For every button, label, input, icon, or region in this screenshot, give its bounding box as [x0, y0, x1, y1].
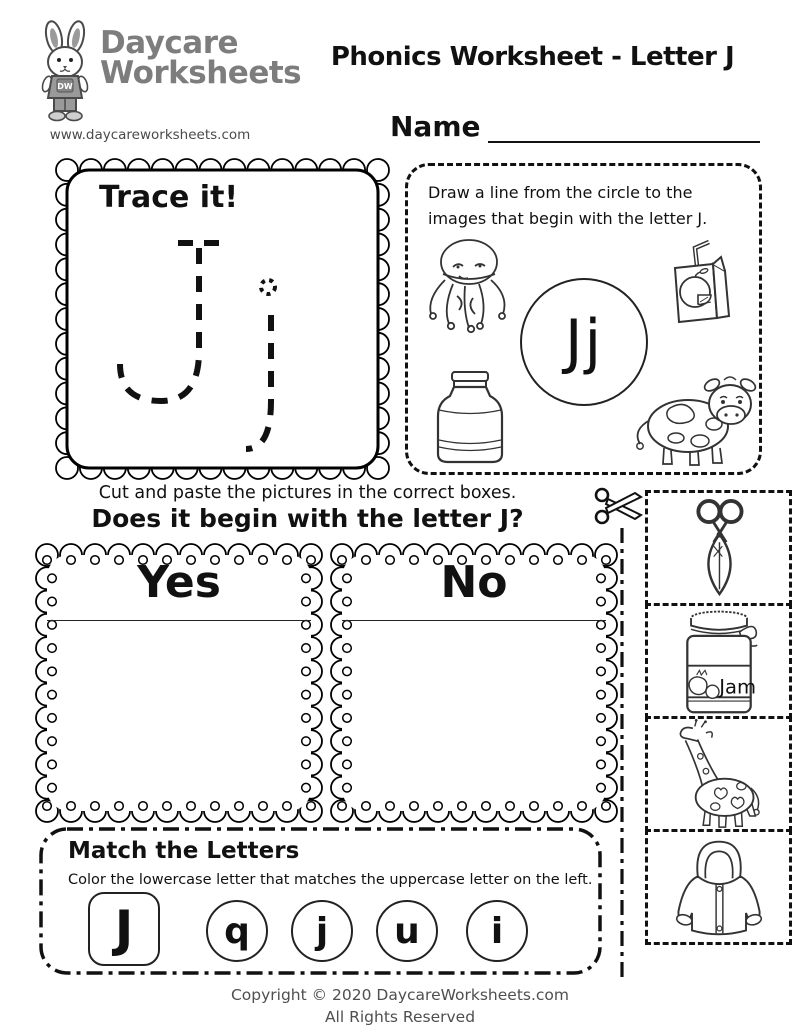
- octopus-icon: [423, 236, 515, 342]
- brand-name: [100, 25, 302, 92]
- juice-box-icon: [655, 238, 750, 330]
- rights-line: All Rights Reserved: [324, 1008, 476, 1027]
- question-heading: Does it begin with the letter J?: [91, 504, 524, 533]
- match-box: [38, 826, 603, 976]
- giraffe-icon: [665, 719, 773, 829]
- letter-circle: [520, 278, 648, 406]
- footer: [0, 984, 800, 1029]
- no-label: No: [440, 557, 508, 608]
- cut-paste-instruction: Cut and paste the pictures in the correct boxes.: [98, 483, 517, 503]
- no-divider: [342, 620, 606, 621]
- cutout-column: [645, 490, 792, 945]
- yes-divider: [47, 620, 311, 621]
- cutout-box-jam: [645, 603, 792, 719]
- worksheet-title: Phonics Worksheet - Letter J: [330, 42, 735, 72]
- trace-letters-icon: [55, 158, 390, 480]
- letter-option-u: u: [376, 900, 438, 962]
- jacket-icon: [665, 835, 773, 939]
- brand-line2: Worksheets: [100, 55, 302, 92]
- no-box: [330, 543, 618, 823]
- scissors-cut-icon: [594, 486, 646, 530]
- jam-jar-icon: [670, 606, 768, 716]
- trace-title: Trace it!: [99, 180, 239, 215]
- draw-line-box: [405, 163, 762, 475]
- letter-option-q: q: [206, 900, 268, 962]
- website-url: www.daycareworksheets.com: [49, 127, 251, 143]
- cutout-box-jacket: [645, 829, 792, 945]
- match-title: Match the Letters: [68, 838, 300, 864]
- yes-label: Yes: [137, 557, 221, 608]
- name-label: Name: [390, 110, 481, 143]
- draw-line-instruction: Draw a line from the circle to the images that begin with the letter J.: [428, 183, 708, 228]
- match-instruction: Color the lowercase letter that matches the uppercase letter on the left.: [68, 872, 593, 888]
- logo-badge: DW: [57, 82, 73, 91]
- cutout-box-scissors: [645, 490, 792, 606]
- jam-label: Jam: [718, 675, 756, 699]
- name-write-line: [488, 141, 760, 143]
- letter-circle-label: Jj: [564, 307, 604, 377]
- trace-box: [55, 158, 390, 480]
- letter-tile-uppercase-j: J: [88, 892, 160, 966]
- jar-icon: [426, 366, 514, 472]
- brand-line1: Daycare: [100, 25, 239, 61]
- cutout-box-giraffe: [645, 716, 792, 832]
- cow-icon: [630, 368, 760, 474]
- bunny-logo-icon: [33, 18, 99, 126]
- letter-option-j: j: [291, 900, 353, 962]
- cut-line: [619, 528, 625, 982]
- letter-option-i: i: [466, 900, 528, 962]
- copyright-line: Copyright © 2020 DaycareWorksheets.com: [230, 986, 570, 1004]
- yes-box: [35, 543, 323, 823]
- scissors-icon: [683, 495, 755, 601]
